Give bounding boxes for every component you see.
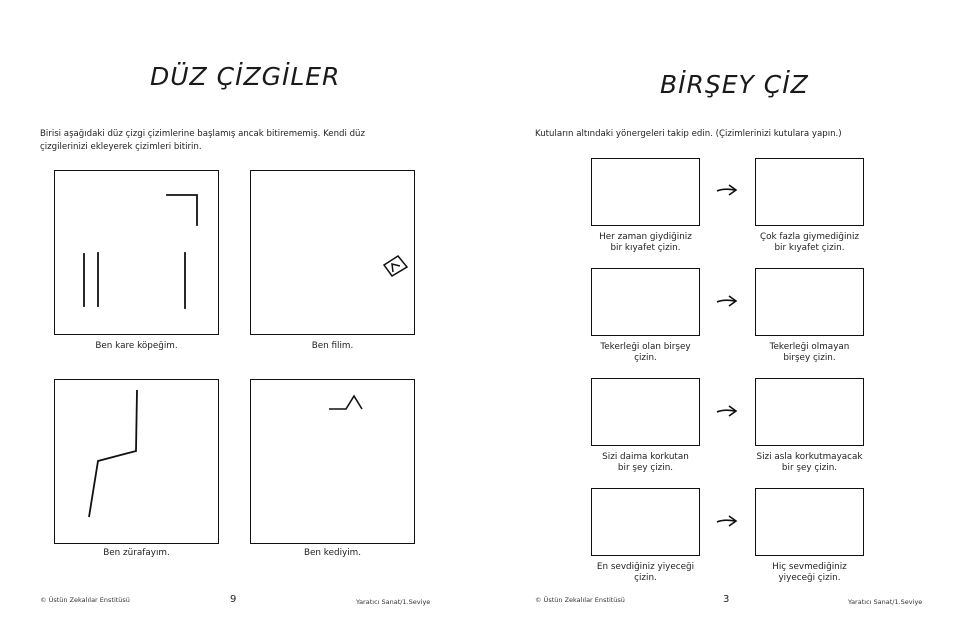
arrow-right-icon: [716, 295, 738, 307]
drawing-box-favorite-food[interactable]: [591, 488, 700, 556]
drawing-box-usual-outfit[interactable]: [591, 158, 700, 226]
caption-without-wheels: Tekerleği olmayan birşey çizin.: [769, 342, 850, 363]
page-number-left: 9: [230, 594, 237, 605]
caption-square-dog: Ben kare köpeğim.: [95, 341, 178, 351]
instructions-left: Birisi aşağıdaki düz çizgi çizimlerine başlamış ancak bitirememiş. Kendi düz çizgilerinizi ekleyerek çizimleri bitirin.: [40, 129, 366, 152]
caption-cat: Ben kediyim.: [303, 548, 362, 558]
drawing-box-giraffe[interactable]: [54, 379, 219, 544]
footer-copyright-left: © Üstün Zekalılar Enstitüsü: [40, 596, 130, 604]
elephant-start-lines: [251, 171, 416, 336]
caption-usual-outfit: Her zaman giydiğiniz bir kıyafet çizin.: [599, 232, 692, 253]
drawing-box-with-wheels[interactable]: [591, 268, 700, 336]
caption-with-wheels: Tekerleği olan birşey çizin.: [600, 342, 691, 363]
right-page: [490, 0, 979, 644]
footer-copyright-right: © Üstün Zekalılar Enstitüsü: [535, 596, 625, 604]
drawing-box-without-wheels[interactable]: [755, 268, 864, 336]
square-dog-start-lines: [55, 171, 220, 336]
giraffe-start-lines: [55, 380, 220, 545]
arrow-right-icon: [716, 405, 738, 417]
drawing-box-square-dog[interactable]: [54, 170, 219, 335]
footer-course-right: Yaratıcı Sanat/1.Seviye: [848, 598, 923, 606]
page-title-right: BİRŞEY ÇİZ: [660, 70, 809, 99]
drawing-box-cat[interactable]: [250, 379, 415, 544]
page-number-right: 3: [723, 594, 730, 605]
arrow-right-icon: [716, 515, 738, 527]
page-title-left: DÜZ ÇİZGİLER: [150, 62, 341, 91]
instructions-right: Kutuların altındaki yönergeleri takip edin. (Çizimlerinizi kutulara yapın.): [535, 129, 842, 139]
caption-not-scary: Sizi asla korkutmayacak bir şey çizin.: [756, 452, 863, 473]
cat-start-lines: [251, 380, 416, 545]
caption-scary: Sizi daima korkutan bir şey çizin.: [602, 452, 689, 473]
caption-favorite-food: En sevdiğiniz yiyeceği çizin.: [596, 562, 695, 583]
drawing-box-disliked-food[interactable]: [755, 488, 864, 556]
caption-rare-outfit: Çok fazla giymediğiniz bir kıyafet çizin.: [759, 232, 860, 253]
drawing-box-rare-outfit[interactable]: [755, 158, 864, 226]
drawing-box-not-scary[interactable]: [755, 378, 864, 446]
drawing-box-scary[interactable]: [591, 378, 700, 446]
caption-disliked-food: Hiç sevmediğiniz yiyeceği çizin.: [772, 562, 847, 583]
drawing-box-elephant[interactable]: [250, 170, 415, 335]
caption-giraffe: Ben zürafayım.: [103, 548, 170, 558]
arrow-right-icon: [716, 184, 738, 196]
caption-elephant: Ben filim.: [311, 341, 354, 351]
footer-course-left: Yaratıcı Sanat/1.Seviye: [356, 598, 431, 606]
